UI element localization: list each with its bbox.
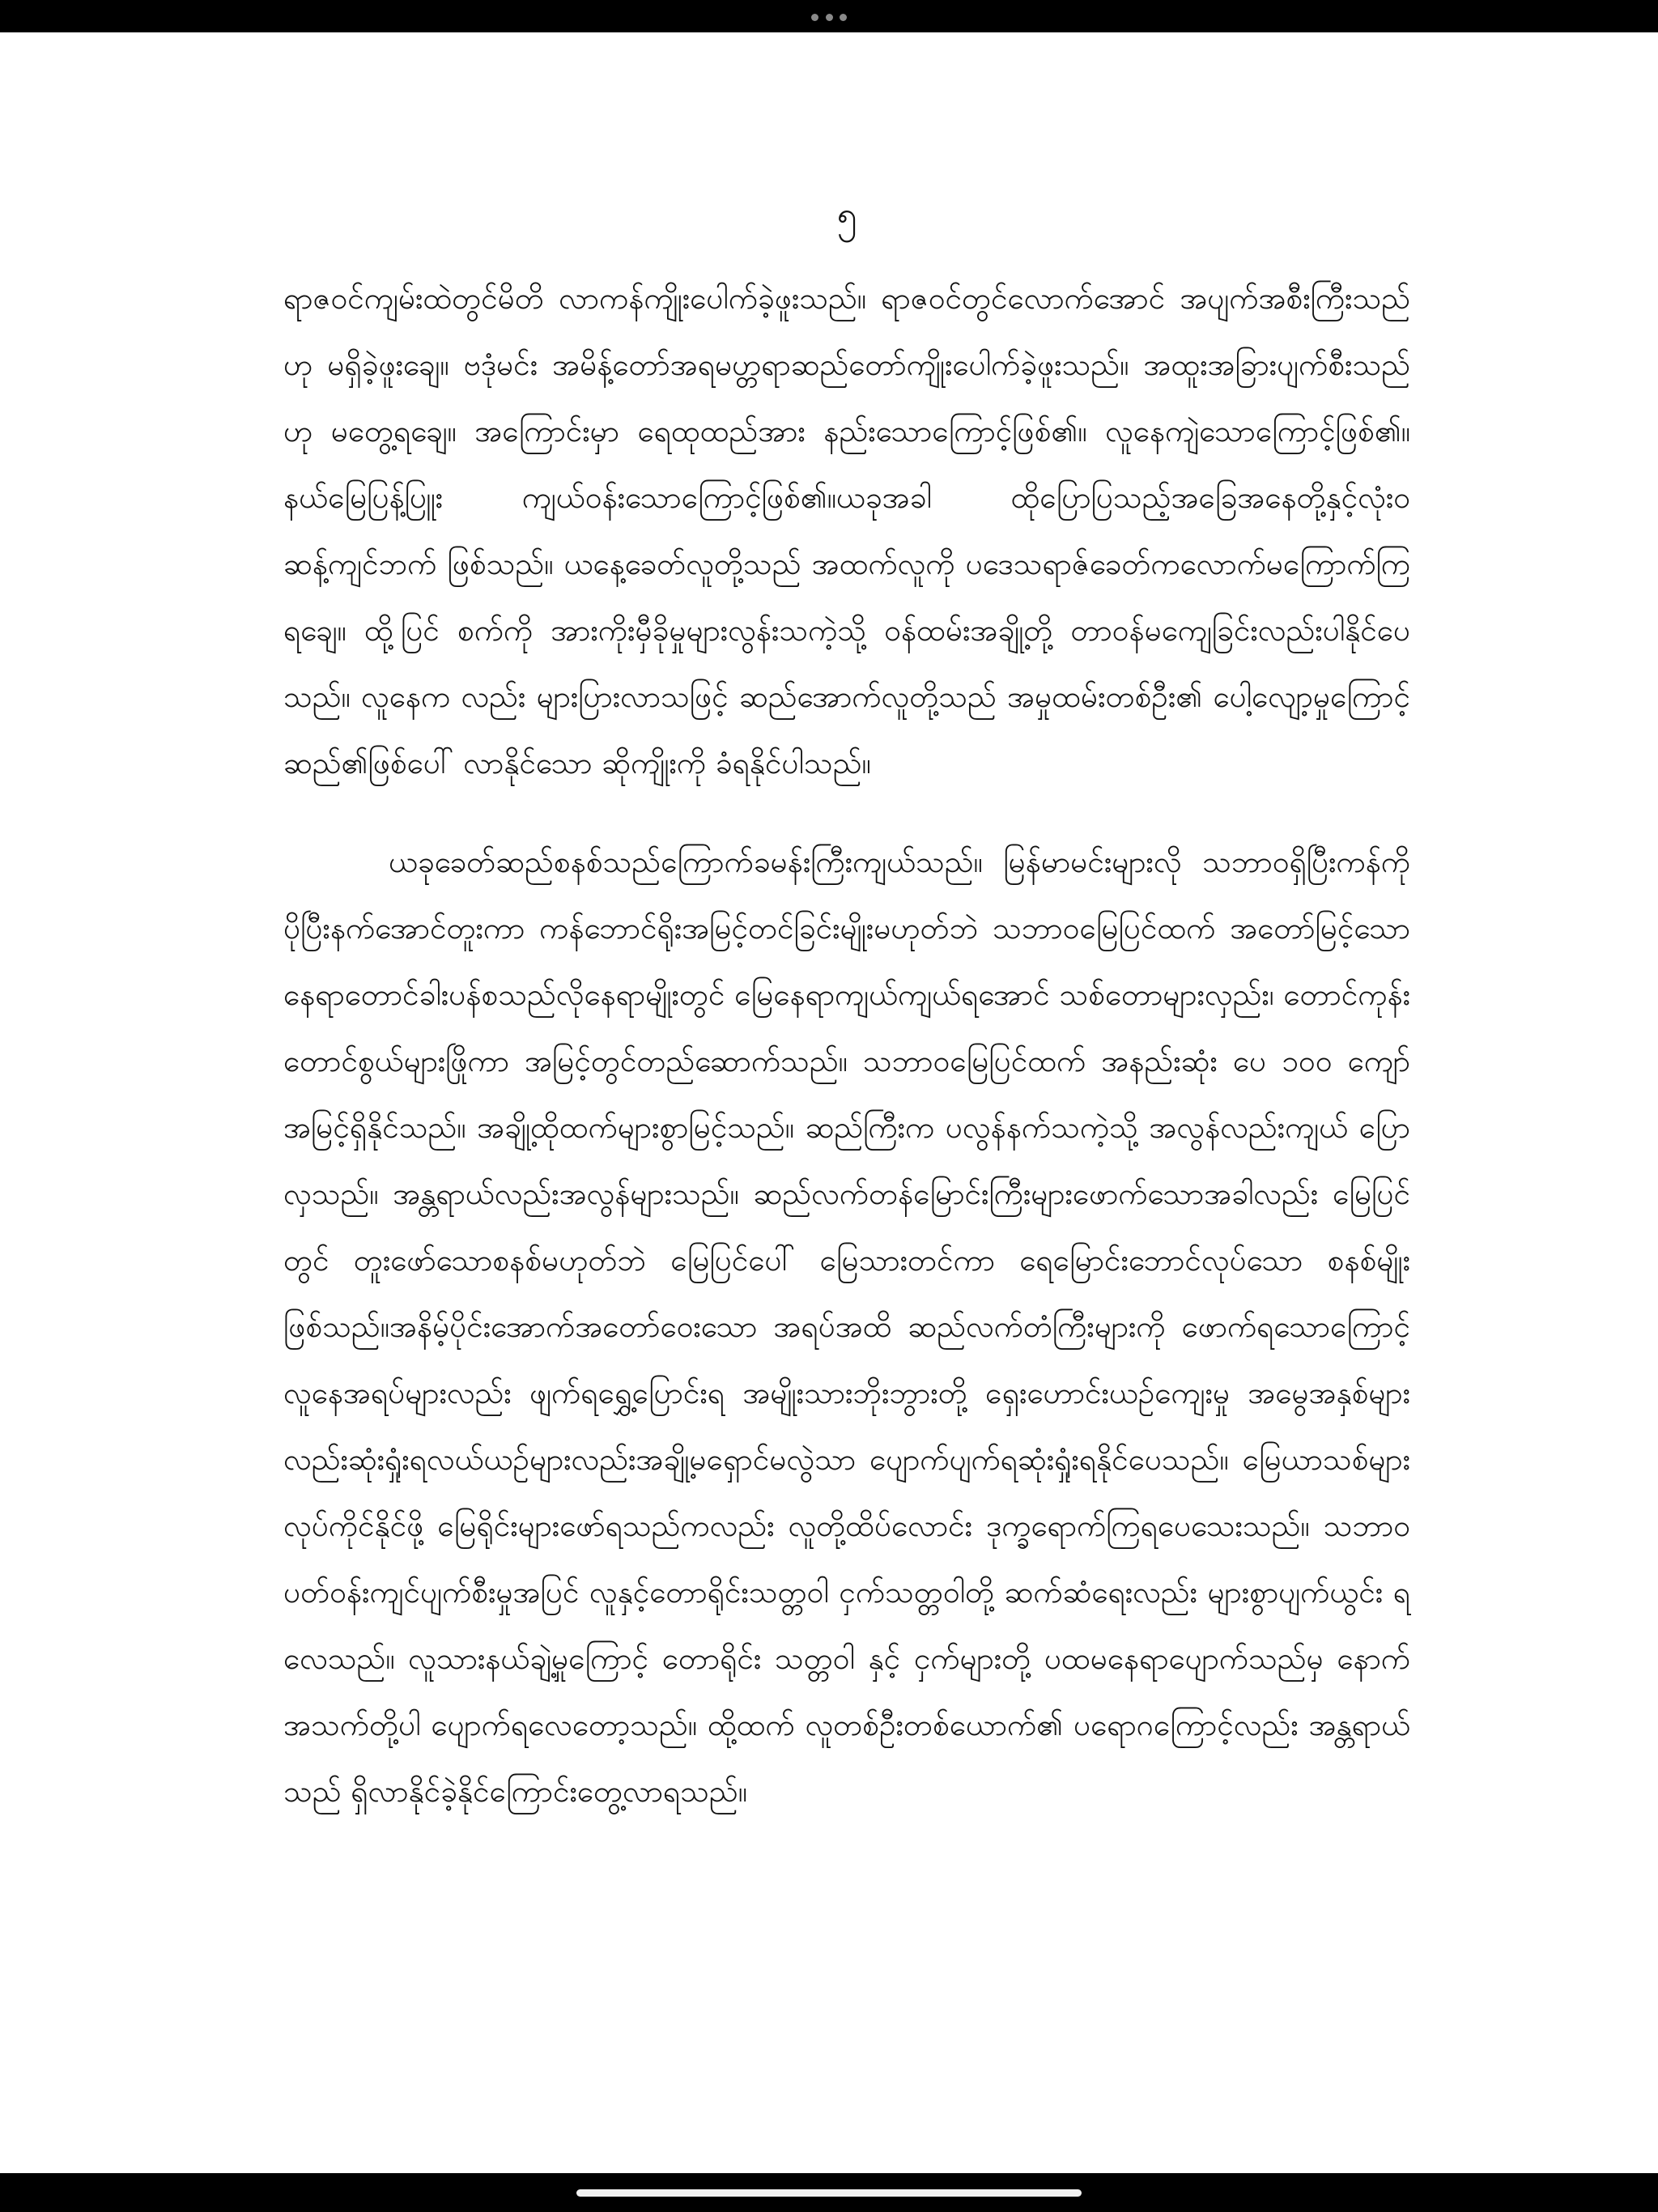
paragraph-1: ရာဇဝင်ကျမ်းထဲတွင်မိတိ လာကန်ကျိုးပေါက်ခဲ့ဖူးသည်။ ရာဇဝင်တွင်လောက်အောင် အပျက်အစီးကြီးသည်ဟု မရှိခဲ့ဖူးချေ။ ဗဒုံမင်း အမိန့်တော်အရမဟ္တရာဆည်တော်ကျိုးပေါက်ခဲ့ဖူးသည်။ အထူးအခြားပျက်စီးသည် ဟု မတွေ့ရချေ။ အကြောင်းမှာ ရေထုထည်အား နည်းသောကြောင့်ဖြစ်၏။ လူနေကျဲသောကြောင့်ဖြစ်၏။ နယ်မြေပြန့်ပြူး ကျယ်ဝန်းသောကြောင့်ဖြစ်၏။ယခုအခါ ထိုပြောပြသည့်အခြေအနေတို့နှင့်လုံးဝဆန့်ကျင်ဘက် ဖြစ်သည်။ ယနေ့ခေတ်လူတို့သည် အထက်လူကို ပဒေသရာဇ်ခေတ်ကလောက်မကြောက်ကြရချေ။ ထို့ပြင် စက်ကို အားကိုးမှီခိုမှုများလွန်းသကဲ့သို့ ဝန်ထမ်းအချို့တို့ တာဝန်မကျေခြင်းလည်းပါနိုင်ပေသည်။ လူနေက လည်း များပြားလာသဖြင့် ဆည်အောက်လူတို့သည် အမှုထမ်းတစ်ဦး၏ ပေါ့လျော့မှုကြောင့် ဆည်၏ဖြစ်ပေါ် လာနိုင်သော ဆိုကျိုးကို ခံရနိုင်ပါသည်။: [283, 281, 1410, 781]
page-number: ၅: [836, 194, 857, 236]
more-options-icon[interactable]: [811, 13, 847, 21]
bottom-bar: [0, 2173, 1658, 2212]
dot: [840, 14, 847, 21]
home-indicator[interactable]: [576, 2189, 1082, 2197]
top-status-bar: [0, 0, 1658, 32]
dot: [826, 14, 833, 21]
dot: [811, 14, 818, 21]
paragraph-2: ယခုခေတ်ဆည်စနစ်သည်ကြောက်ခမန်းကြီးကျယ်သည်။ မြန်မာမင်းများလို သဘာဝရှိပြီးကန်ကို ပိုပြီးနက်အောင်တူးကာ ကန်ဘောင်ရိုးအမြင့်တင်ခြင်းမျိုးမဟုတ်ဘဲ သဘာဝမြေပြင်ထက် အတော်မြင့်သော နေရာတောင်ခါးပန်စသည်လိုနေရာမျိုးတွင် မြေနေရာကျယ်ကျယ်ရအောင် သစ်တောများလှည်း၊ တောင်ကုန်း တောင်စွယ်များဖြိုကာ အမြင့်တွင်တည်ဆောက်သည်။ သဘာဝမြေပြင်ထက် အနည်းဆုံး ပေ ၁၀၀ ကျော် အမြင့်ရှိနိုင်သည်။ အချို့ထိုထက်များစွာမြင့်သည်။ ဆည်ကြီးက ပလွန်နက်သကဲ့သို့ အလွန်လည်းကျယ် ပြောလှသည်။ အန္တရာယ်လည်းအလွန်များသည်။ ဆည်လက်တန်မြောင်းကြီးများဖောက်သောအခါလည်း မြေပြင်တွင် တူးဖော်သောစနစ်မဟုတ်ဘဲ မြေပြင်ပေါ် မြေသားတင်ကာ ရေမြောင်းဘောင်လုပ်သော စနစ်မျိုး ဖြစ်သည်။အနိမ့်ပိုင်းအောက်အတော်ဝေးသော အရပ်အထိ ဆည်လက်တံကြီးများကို ဖောက်ရသောကြောင့် လူနေအရပ်များလည်း ဖျက်ရရွှေ့ပြောင်းရ အမျိုးသားဘိုးဘွားတို့ ရှေးဟောင်းယဉ်ကျေးမှု အမွေအနှစ်များ လည်းဆုံးရှုံးရလယ်ယဉ်များလည်းအချို့မရှောင်မလွဲသာ ပျောက်ပျက်ရဆုံးရှုံးရနိုင်ပေသည်။ မြေယာသစ်များ လုပ်ကိုင်နိုင်ဖို့ မြေရိုင်းများဖော်ရသည်ကလည်း လူတို့ထိပ်လောင်း ဒုက္ခရောက်ကြရပေသေးသည်။ သဘာဝ ပတ်ဝန်းကျင်ပျက်စီးမှုအပြင် လူနှင့်တောရိုင်းသတ္တဝါ ငှက်သတ္တဝါတို့ ဆက်ဆံရေးလည်း များစွာပျက်ယွင်း ရလေသည်။ လူသားနယ်ချဲ့မှုကြောင့် တောရိုင်း သတ္တဝါ နှင့် ငှက်များတို့ ပထမနေရာပျောက်သည်မှ နောက် အသက်တို့ပါ ပျောက်ရလေတော့သည်။ ထို့ထက် လူတစ်ဦးတစ်ယောက်၏ ပရောဂကြောင့်လည်း အန္တရာယ် သည် ရှိလာနိုင်ခဲ့နိုင်ကြောင်းတွေ့လာရသည်။: [283, 844, 1410, 1809]
document-page: [283, 194, 1410, 1825]
